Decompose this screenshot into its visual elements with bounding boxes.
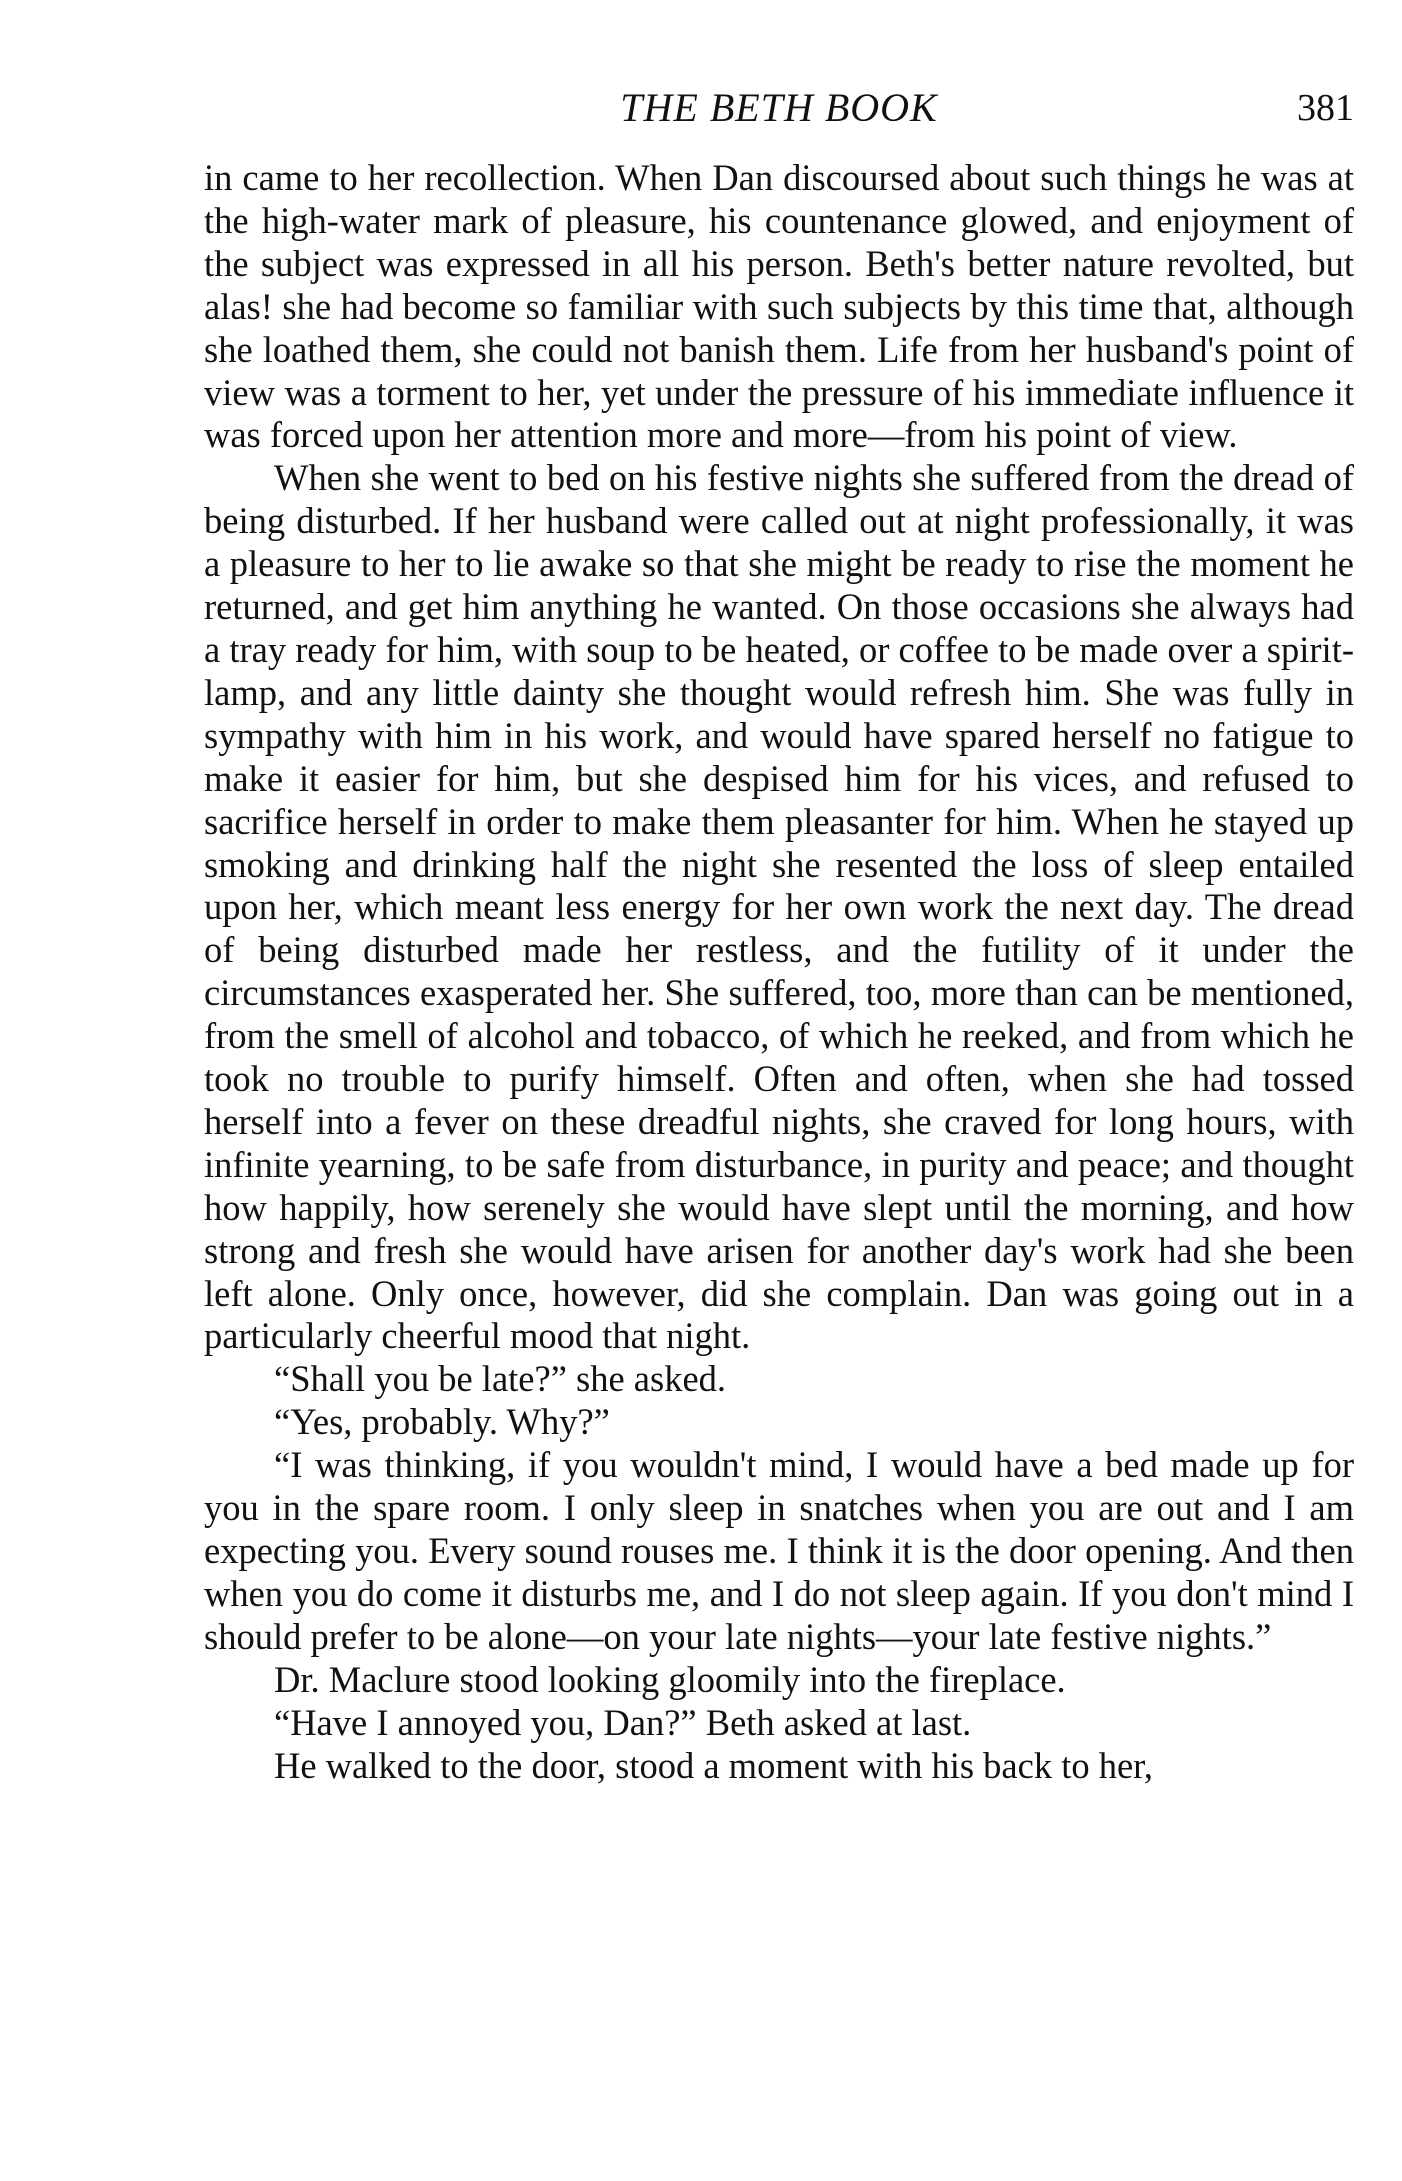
- paragraph: in came to her recollection. When Dan discoursed about such things he was at the high-water mark of pleasure, his countenance glowed, and enjoyment of the subject was expressed in all his person. Beth's better nature revolted, but alas! she had become so familiar with such subjects by this time that, although she loathed them, she could not banish them. Life from her husband's point of view was a torment to her, yet under the pressure of his immediate influence it was forced upon her attention more and more—from his point of view.: [204, 157, 1354, 456]
- paragraph: When she went to bed on his festive nights she suffered from the dread of being disturbed. If her husband were called out at night professionally, it was a pleasure to her to lie awake so that she might be ready to rise the moment he returned, and get him anything he wanted. On those occasions she always had a tray ready for him, with soup to be heated, or coffee to be made over a spirit-lamp, and any little dainty she thought would refresh him. She was fully in sympathy with him in his work, and would have spared herself no fatigue to make it easier for him, but she despised him for his vices, and refused to sacrifice herself in order to make them pleasanter for him. When he stayed up smoking and drinking half the night she resented the loss of sleep entailed upon her, which meant less energy for her own work the next day. The dread of being disturbed made her restless, and the futility of it under the circumstances exasperated her. She suffered, too, more than can be mentioned, from the smell of alcohol and tobacco, of which he reeked, and from which he took no trouble to purify himself. Often and often, when she had tossed herself into a fever on these dreadful nights, she craved for long hours, with infinite yearning, to be safe from disturbance, in purity and peace; and thought how happily, how serenely she would have slept until the morning, and how strong and fresh she would have arisen for another day's work had she been left alone. Only once, however, did she complain. Dan was going out in a particularly cheerful mood that night.: [204, 457, 1354, 1357]
- dialogue-paragraph: “I was thinking, if you wouldn't mind, I would have a bed made up for you in the spare room. I only sleep in snatches when you are out and I am expecting you. Every sound rouses me. I think it is the door opening. And then when you do come it disturbs me, and I do not sleep again. If you don't mind I should prefer to be alone—on your late nights—your late festive nights.”: [204, 1444, 1354, 1657]
- page-number: 381: [1297, 87, 1354, 129]
- dialogue-paragraph: “Shall you be late?” she asked.: [274, 1358, 727, 1400]
- paragraph: He walked to the door, stood a moment with his back to her,: [274, 1744, 1153, 1786]
- page-header: [204, 78, 1354, 138]
- dialogue-paragraph: “Yes, probably. Why?”: [274, 1401, 610, 1443]
- running-title: THE BETH BOOK: [620, 85, 938, 130]
- dialogue-paragraph: “Have I annoyed you, Dan?” Beth asked at last.: [274, 1701, 972, 1743]
- paragraph: Dr. Maclure stood looking gloomily into the fireplace.: [274, 1658, 1066, 1700]
- body-text: [204, 157, 1354, 1787]
